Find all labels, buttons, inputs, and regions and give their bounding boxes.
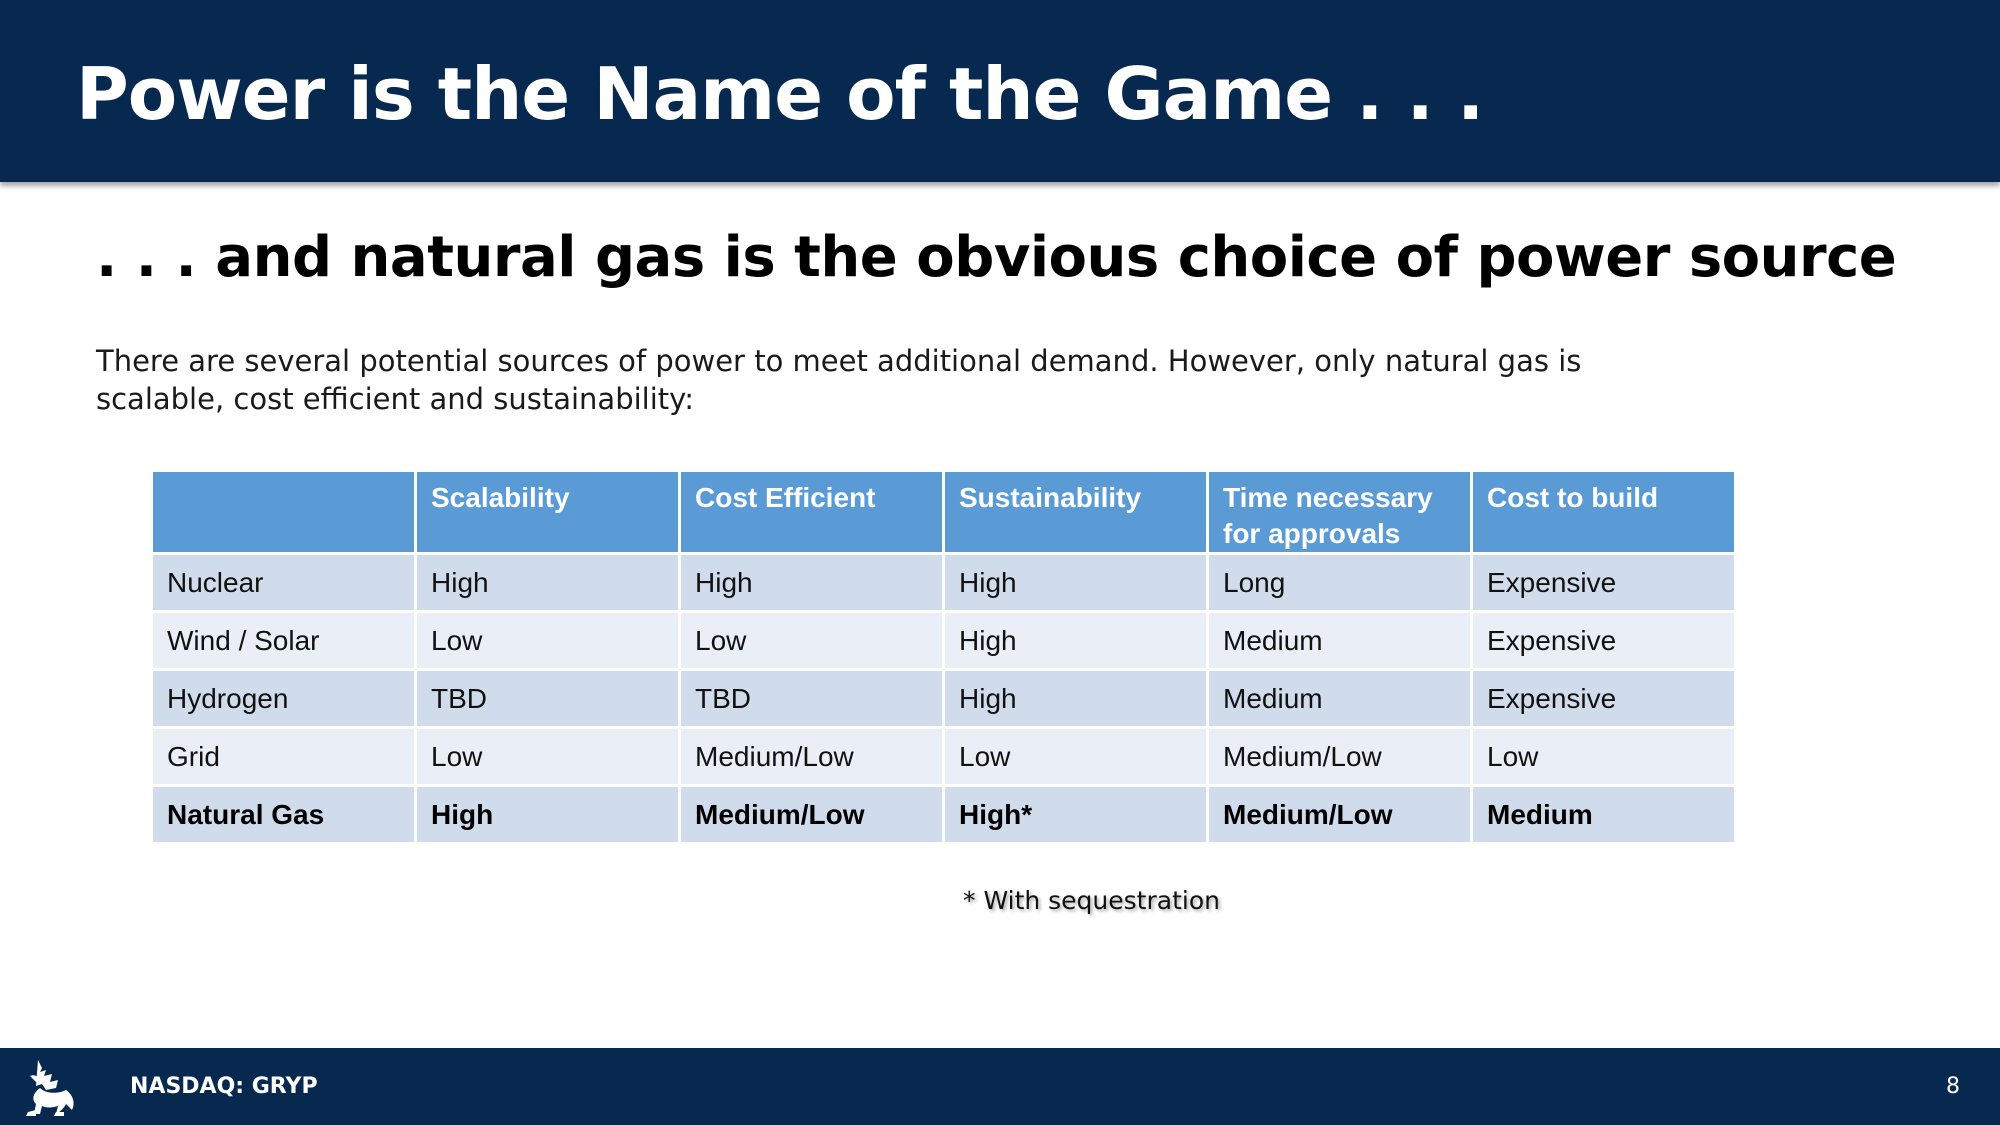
table-cell: Medium [1472,786,1736,844]
slide-title: Power is the Name of the Game . . . [76,52,1484,136]
table-cell: Expensive [1472,612,1736,670]
table-header-cell: Cost to build [1472,471,1736,554]
ticker-symbol: NASDAQ: GRYP [130,1074,318,1099]
slide-subtitle: . . . and natural gas is the obvious choice of power source [96,225,1897,290]
table-cell: High [944,670,1208,728]
table-cell: Low [944,728,1208,786]
page-number: 8 [1946,1074,1960,1099]
table-cell: TBD [680,670,944,728]
footer-bar [0,1048,2000,1125]
power-source-table [150,469,1737,845]
griffin-icon [16,1054,80,1120]
table-row [152,612,1736,670]
table-cell: Medium/Low [680,728,944,786]
table-cell: TBD [416,670,680,728]
table-cell: Grid [152,728,416,786]
table-row-highlighted [152,786,1736,844]
title-bar [0,0,2000,182]
table-cell: Low [416,612,680,670]
table-cell: Nuclear [152,554,416,612]
table-cell: Low [1472,728,1736,786]
table-cell: High [416,554,680,612]
table-cell: Expensive [1472,670,1736,728]
table-cell: Long [1208,554,1472,612]
table-cell: Natural Gas [152,786,416,844]
table-cell: Hydrogen [152,670,416,728]
intro-text: There are several potential sources of power to meet additional demand. However, only natural gas is scalable, cost efficient and sustainability: [96,344,1582,416]
table-header-row [152,471,1736,554]
table-cell: Low [680,612,944,670]
table-cell: Medium/Low [1208,728,1472,786]
table-cell: Medium [1208,670,1472,728]
table-cell: High [944,554,1208,612]
table-header-cell: Sustainability [944,471,1208,554]
table-cell: Low [416,728,680,786]
table-row [152,728,1736,786]
table-cell: Medium/Low [680,786,944,844]
table-cell: Wind / Solar [152,612,416,670]
table-header-cell: Time necessary for approvals [1208,471,1472,554]
table-cell: High [944,612,1208,670]
table-row [152,670,1736,728]
table-header-cell [152,471,416,554]
table-cell: High [416,786,680,844]
table-header-cell: Cost Efficient [680,471,944,554]
table-cell: High [680,554,944,612]
footnote: * With sequestration [963,886,1220,915]
table-header-cell: Scalability [416,471,680,554]
table-row [152,554,1736,612]
table-cell: Medium [1208,612,1472,670]
table-cell: Medium/Low [1208,786,1472,844]
table-cell: Expensive [1472,554,1736,612]
table-cell: High* [944,786,1208,844]
